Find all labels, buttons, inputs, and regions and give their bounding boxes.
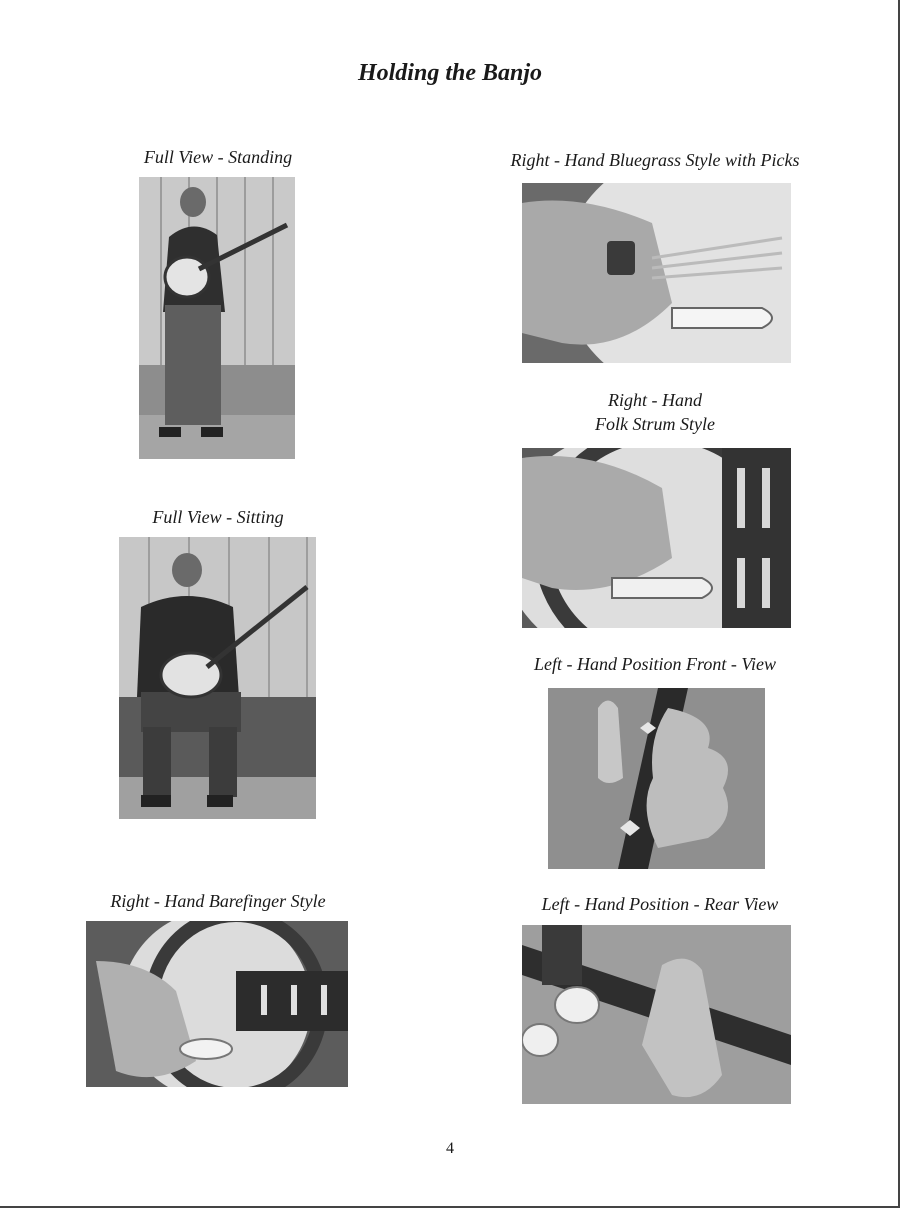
caption-full-view-sitting: Full View - Sitting (152, 507, 284, 527)
caption-full-view-standing: Full View - Standing (143, 147, 293, 167)
photo-right-hand-bluegrass (522, 183, 791, 363)
photo-right-hand-folk-strum (522, 448, 791, 628)
caption-right-hand-bluegrass: Right - Hand Bluegrass Style with Picks (510, 150, 800, 170)
photo-left-hand-front-view (548, 688, 765, 869)
photo-full-view-standing (139, 177, 295, 459)
photo-full-view-sitting (119, 537, 316, 819)
page-title: Holding the Banjo (357, 60, 543, 86)
caption-right-hand-barefinger: Right - Hand Barefinger Style (110, 891, 326, 911)
photo-left-hand-rear-view (522, 925, 791, 1104)
caption-right-hand-folk-strum-line2: Folk Strum Style (595, 414, 715, 434)
photo-right-hand-barefinger (86, 921, 348, 1087)
page-number: 4 (446, 1140, 454, 1157)
caption-right-hand-folk-strum-line1: Right - Hand (608, 390, 702, 410)
caption-left-hand-front-view: Left - Hand Position Front - View (534, 654, 776, 674)
caption-left-hand-rear-view: Left - Hand Position - Rear View (541, 894, 779, 914)
